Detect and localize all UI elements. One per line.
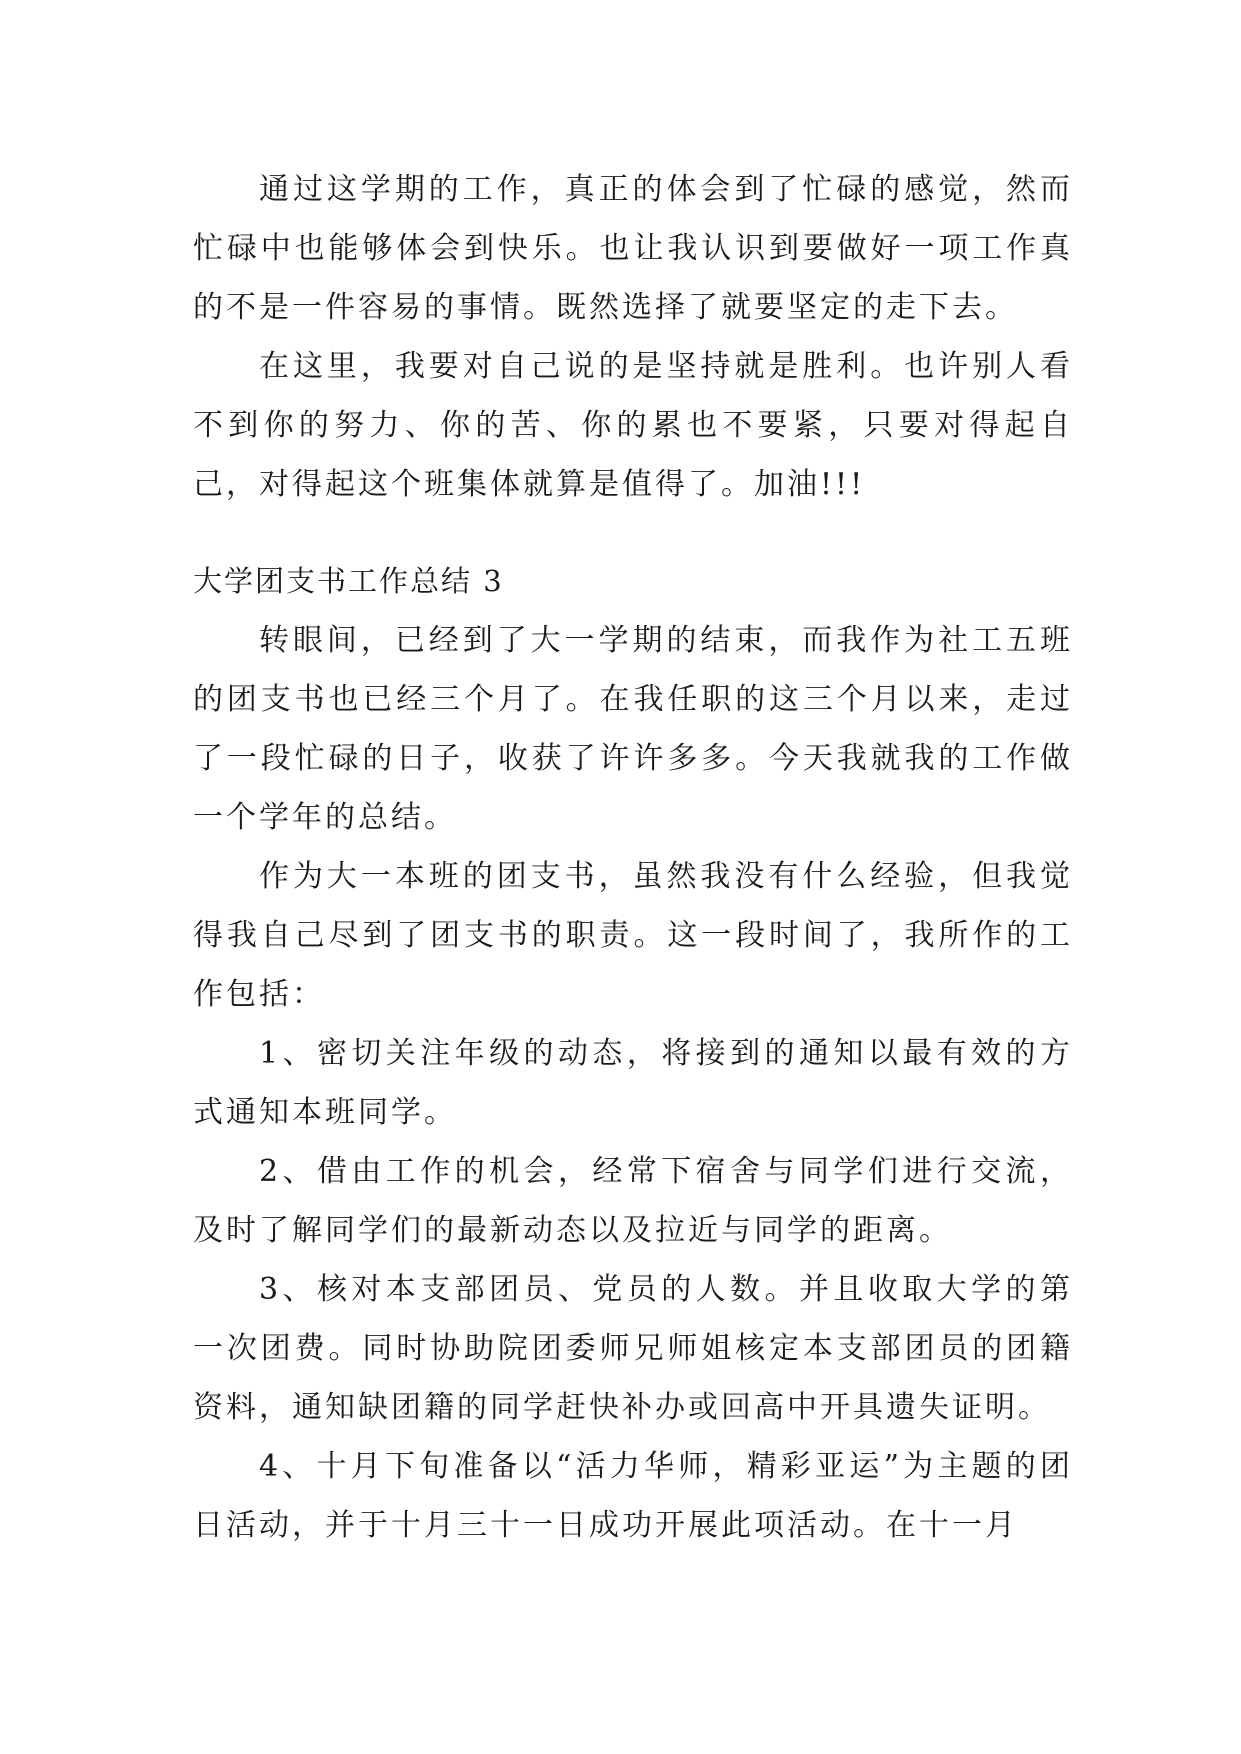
document-body	[193, 160, 1073, 1555]
list-item-3: 3、核对本支部团员、党员的人数。并且收取大学的第一次团费。同时协助院团委师兄师姐核定本支部团员的团籍资料，通知缺团籍的同学赶快补办或回高中开具遗失证明。	[193, 1272, 1073, 1425]
section-heading: 大学团支书工作总结 3	[193, 564, 504, 598]
list-item-1: 1、密切关注年级的动态，将接到的通知以最有效的方式通知本班同学。	[193, 1036, 1073, 1130]
paragraph-persistence: 在这里，我要对自己说的是坚持就是胜利。也许别人看不到你的努力、你的苦、你的累也不要紧，只要对得起自己，对得起这个班集体就算是值得了。加油!!!	[193, 349, 1073, 502]
list-item-4: 4、十月下旬准备以“活力华师，精彩亚运”为主题的团日活动，并于十月三十一日成功开展此项活动。在十一月	[193, 1449, 1073, 1543]
paragraph-intro: 转眼间，已经到了大一学期的结束，而我作为社工五班的团支书也已经三个月了。在我任职的这三个月以来，走过了一段忙碌的日子，收获了许许多多。今天我就我的工作做一个学年的总结。	[193, 623, 1073, 835]
paragraph-duties: 作为大一本班的团支书，虽然我没有什么经验，但我觉得我自己尽到了团支书的职责。这一段时间了，我所作的工作包括：	[193, 859, 1073, 1012]
paragraph-busy-reflection: 通过这学期的工作，真正的体会到了忙碌的感觉，然而忙碌中也能够体会到快乐。也让我认识到要做好一项工作真的不是一件容易的事情。既然选择了就要坚定的走下去。	[193, 172, 1073, 325]
list-item-2: 2、借由工作的机会，经常下宿舍与同学们进行交流，及时了解同学们的最新动态以及拉近与同学的距离。	[193, 1154, 1073, 1248]
